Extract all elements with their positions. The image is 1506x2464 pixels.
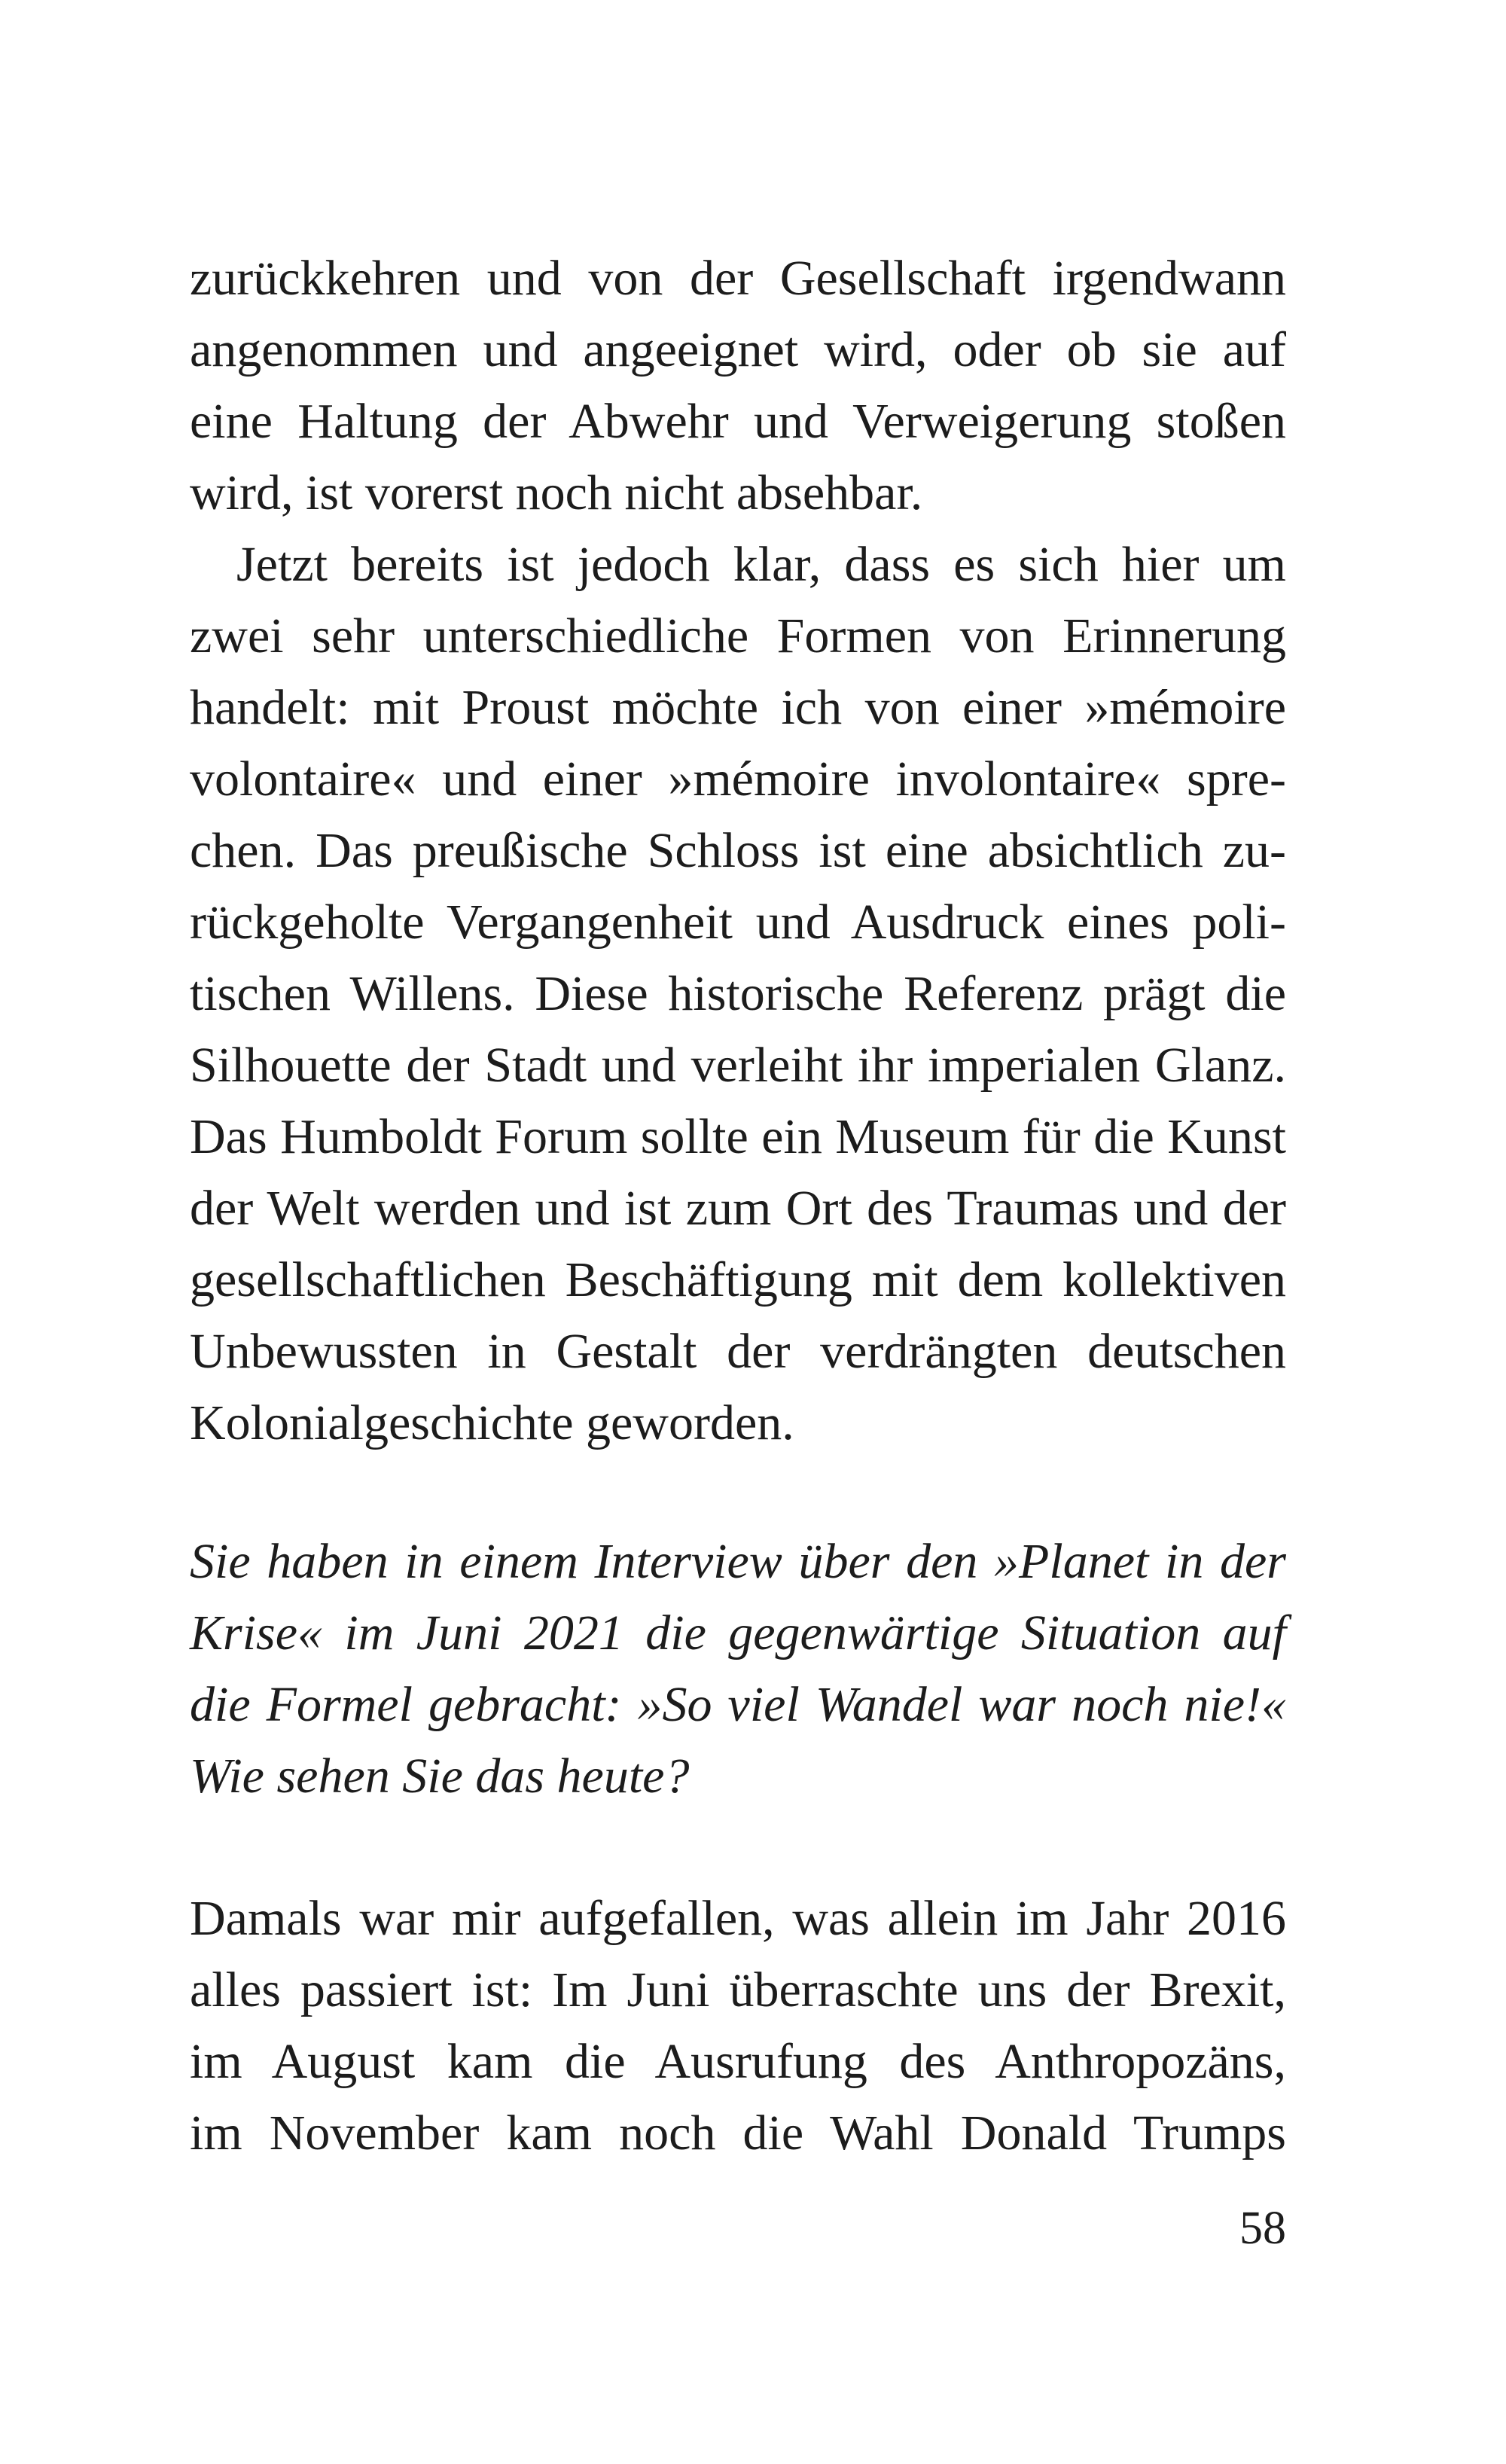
text-line: Silhouette der Stadt und verleiht ihr imperialen Glanz. bbox=[190, 1038, 1286, 1093]
text-line: Das Humboldt Forum sollte ein Museum für die Kunst bbox=[190, 1109, 1286, 1164]
question-line: Sie haben in einem Interview über den »Planet in der bbox=[190, 1534, 1286, 1589]
text-line: im November kam noch die Wahl Donald Trumps bbox=[190, 2106, 1286, 2161]
text-line: Jetzt bereits ist jedoch klar, dass es sich hier um bbox=[236, 537, 1286, 592]
text-line: zurückkehren und von der Gesellschaft irgendwann bbox=[190, 251, 1286, 306]
text-line: volontaire« und einer »mémoire involontaire« spre- bbox=[190, 752, 1286, 807]
text-line: zwei sehr unterschiedliche Formen von Erinnerung bbox=[190, 608, 1286, 663]
text-line: eine Haltung der Abwehr und Verweigerung stoßen bbox=[190, 394, 1286, 449]
question-line: die Formel gebracht: »So viel Wandel war noch nie!« bbox=[190, 1677, 1286, 1732]
text-line: der Welt werden und ist zum Ort des Traumas und der bbox=[190, 1181, 1286, 1236]
question-line: Krise« im Juni 2021 die gegenwärtige Situation auf bbox=[190, 1606, 1286, 1660]
text-line: Unbewussten in Gestalt der verdrängten deutschen bbox=[190, 1324, 1286, 1379]
text-line: angenommen und angeeignet wird, oder ob sie auf bbox=[190, 322, 1286, 377]
question-line: Wie sehen Sie das heute? bbox=[190, 1749, 690, 1804]
text-line: Damals war mir aufgefallen, was allein im Jahr 2016 bbox=[190, 1891, 1286, 1946]
text-line: chen. Das preußische Schloss ist eine absichtlich zu- bbox=[190, 823, 1286, 878]
text-line: im August kam die Ausrufung des Anthropozäns, bbox=[190, 2034, 1286, 2089]
text-line: wird, ist vorerst noch nicht absehbar. bbox=[190, 465, 923, 520]
text-line: Kolonialgeschichte geworden. bbox=[190, 1395, 794, 1450]
text-line: handelt: mit Proust möchte ich von einer »mémoire bbox=[190, 680, 1286, 735]
text-line: rückgeholte Vergangenheit und Ausdruck eines poli- bbox=[190, 895, 1286, 950]
text-line: gesellschaftlichen Beschäftigung mit dem kollektiven bbox=[190, 1252, 1286, 1307]
text-line: alles passiert ist: Im Juni überraschte uns der Brexit, bbox=[190, 1962, 1286, 2017]
text-line: tischen Willens. Diese historische Referenz prägt die bbox=[190, 966, 1286, 1021]
page-number: 58 bbox=[1239, 2203, 1286, 2254]
